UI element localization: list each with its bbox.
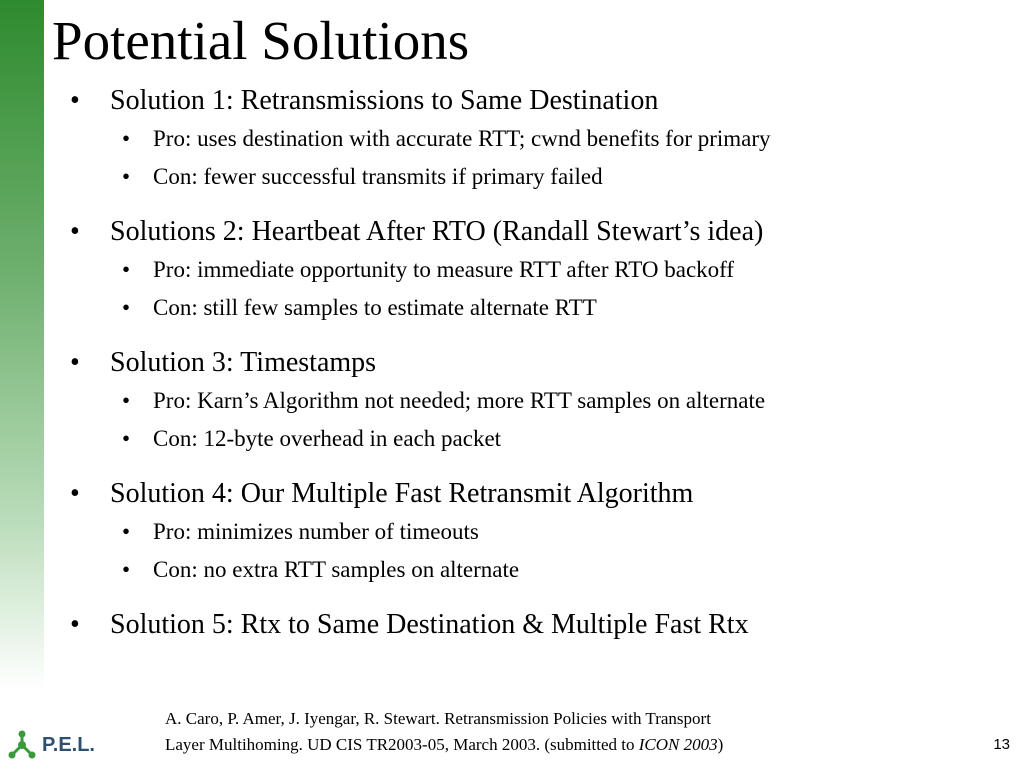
- bullet-sub-text: Pro: Karn’s Algorithm not needed; more RTT samples on alternate: [153, 388, 766, 413]
- bullet-dot: •: [70, 85, 80, 116]
- bullet-dot: •: [122, 257, 131, 282]
- bullet-dot: •: [122, 164, 131, 189]
- slide-title: Potential Solutions: [52, 10, 470, 71]
- citation-line-1: A. Caro, P. Amer, J. Iyengar, R. Stewart. Retransmission Policies with Transport: [165, 709, 711, 728]
- bullet-main-text: Solution 5: Rtx to Same Destination & Multiple Fast Rtx: [110, 609, 749, 640]
- bullet-sub-text: Pro: minimizes number of timeouts: [153, 519, 479, 544]
- bullet-main-text: Solution 4: Our Multiple Fast Retransmit Algorithm: [110, 478, 694, 509]
- bullet-sub-text: Con: no extra RTT samples on alternate: [153, 557, 520, 582]
- citation-line-2-suffix: ): [717, 735, 724, 754]
- bullet-dot: •: [70, 609, 80, 640]
- citation-line-2: [165, 732, 723, 758]
- bullet-section: [0, 475, 1024, 589]
- pel-logo: [6, 730, 95, 760]
- bullet-sub-item: [0, 158, 1024, 196]
- bullet-dot: •: [122, 557, 131, 582]
- bullet-main-item: [0, 213, 1024, 251]
- bullet-dot: •: [122, 388, 131, 413]
- citation-line-2-prefix: Layer Multihoming. UD CIS TR2003-05, March 2003. (submitted to: [165, 735, 639, 754]
- molecule-icon: [6, 730, 38, 760]
- bullet-main-item: [0, 475, 1024, 513]
- bullet-sub-item: [0, 420, 1024, 458]
- page-number: 13: [993, 736, 1010, 753]
- bullet-dot: •: [70, 347, 80, 378]
- bullet-sub-text: Pro: immediate opportunity to measure RTT after RTO backoff: [153, 257, 735, 282]
- citation: [165, 706, 723, 758]
- bullet-sub-text: Con: fewer successful transmits if primary failed: [153, 164, 603, 189]
- bullet-sub-item: [0, 251, 1024, 289]
- bullet-dot: •: [122, 426, 131, 451]
- bullet-section: [0, 213, 1024, 327]
- bullet-sub-text: Pro: uses destination with accurate RTT; cwnd benefits for primary: [153, 126, 771, 151]
- bullet-sub-item: [0, 120, 1024, 158]
- bullet-dot: •: [122, 295, 131, 320]
- bullet-main-text: Solution 1: Retransmissions to Same Destination: [110, 85, 659, 116]
- logo-text: P.E.L.: [42, 733, 95, 756]
- bullet-main-item: [0, 344, 1024, 382]
- bullet-dot: •: [122, 126, 131, 151]
- bullet-dot: •: [70, 216, 80, 247]
- bullet-main-item: [0, 82, 1024, 120]
- bullet-sub-item: [0, 289, 1024, 327]
- bullet-main-text: Solution 3: Timestamps: [110, 347, 377, 378]
- bullet-main-item: [0, 606, 1024, 644]
- bullet-dot: •: [122, 519, 131, 544]
- bullet-section: [0, 606, 1024, 644]
- bullet-sub-item: [0, 382, 1024, 420]
- bullet-sub-item: [0, 513, 1024, 551]
- citation-venue: ICON 2003: [638, 735, 718, 754]
- bullet-section: [0, 344, 1024, 458]
- bullet-sub-text: Con: still few samples to estimate alternate RTT: [153, 295, 597, 320]
- bullet-main-text: Solutions 2: Heartbeat After RTO (Randall Stewart’s idea): [110, 216, 764, 247]
- bullet-list: [0, 82, 1024, 661]
- bullet-sub-item: [0, 551, 1024, 589]
- bullet-dot: •: [70, 478, 80, 509]
- bullet-section: [0, 82, 1024, 196]
- bullet-sub-text: Con: 12-byte overhead in each packet: [153, 426, 502, 451]
